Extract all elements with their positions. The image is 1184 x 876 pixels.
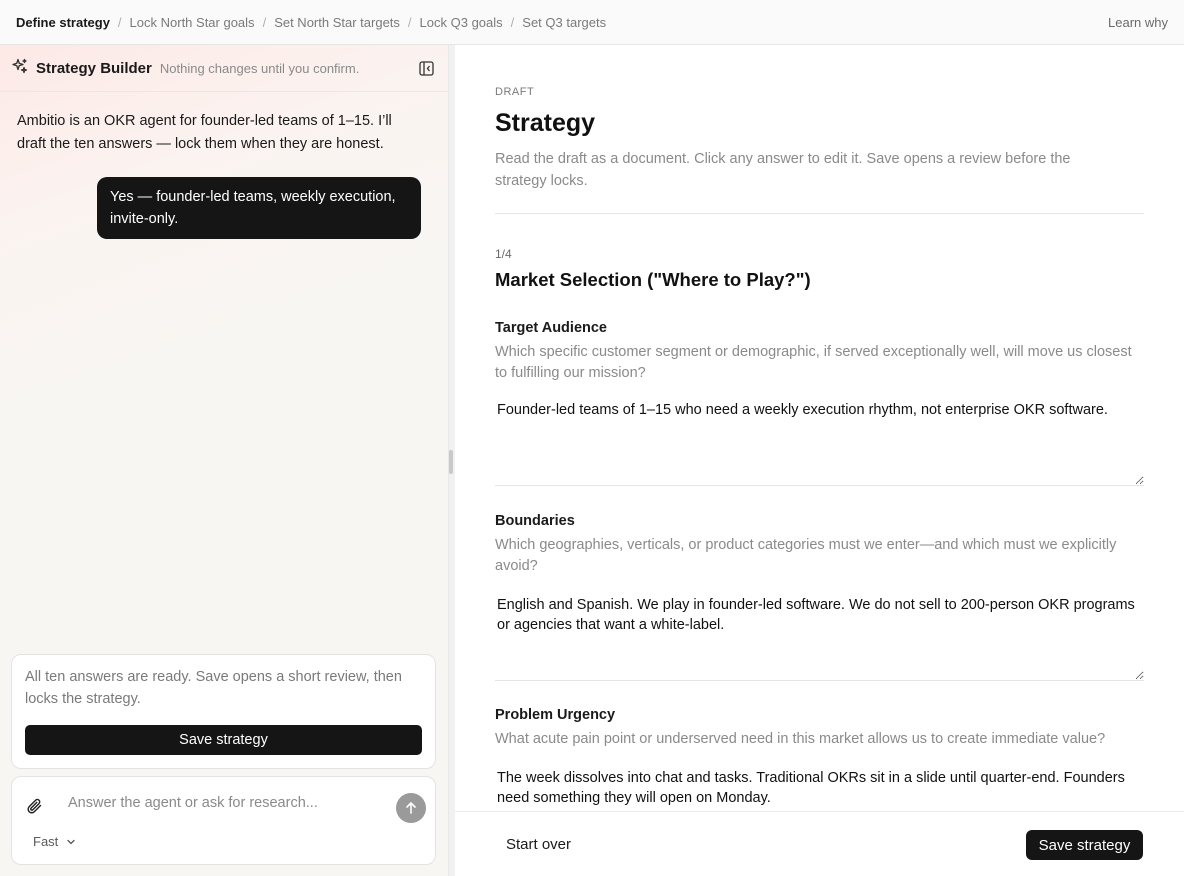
top-bar xyxy=(0,0,1184,45)
question-label: Target Audience xyxy=(495,320,607,336)
document-footer xyxy=(455,811,1184,876)
question-label: Boundaries xyxy=(495,513,575,529)
chevron-down-icon xyxy=(66,837,76,847)
breadcrumb-set-q3-targets[interactable]: Set Q3 targets xyxy=(522,14,607,30)
breadcrumb-separator: / xyxy=(407,14,412,30)
question-help: Which specific customer segment or demographic, if served exceptionally well, will move us closest to fulfilling our mission? xyxy=(495,344,1132,381)
divider xyxy=(495,213,1144,214)
save-card-text: All ten answers are ready. Save opens a short review, then locks the strategy. xyxy=(25,669,402,707)
breadcrumb-set-north-star-targets[interactable]: Set North Star targets xyxy=(274,14,400,30)
panel-collapse-icon[interactable] xyxy=(416,58,436,78)
breadcrumb-separator: / xyxy=(510,14,515,30)
sidebar-header xyxy=(0,45,448,92)
sidebar-title: Strategy Builder xyxy=(36,59,152,77)
answer-boundaries[interactable] xyxy=(495,595,1144,681)
breadcrumb-lock-q3-goals[interactable]: Lock Q3 goals xyxy=(419,14,503,30)
start-over-button[interactable]: Start over xyxy=(506,836,572,853)
user-message: Yes — founder-led teams, weekly execution, invite-only. xyxy=(97,177,421,239)
section-title: Market Selection ("Where to Play?") xyxy=(495,269,811,290)
breadcrumb-separator: / xyxy=(262,14,267,30)
question-help: Which geographies, verticals, or product categories must we enter—and which must we explicitly avoid? xyxy=(495,537,1117,574)
question-problem-urgency xyxy=(495,707,1144,750)
page-title: Strategy xyxy=(495,109,596,137)
save-strategy-card xyxy=(11,654,436,769)
breadcrumb xyxy=(16,15,606,30)
answer-target-audience[interactable] xyxy=(495,400,1144,486)
question-target-audience xyxy=(495,320,1144,384)
strategy-builder-panel xyxy=(0,45,448,876)
breadcrumb-define-strategy[interactable]: Define strategy xyxy=(16,14,110,30)
question-label: Problem Urgency xyxy=(495,707,616,723)
paperclip-icon[interactable] xyxy=(26,797,46,817)
learn-why-link[interactable]: Learn why xyxy=(1108,14,1168,30)
section-number: 1/4 xyxy=(495,247,512,261)
question-boundaries xyxy=(495,513,1144,577)
question-help: What acute pain point or underserved need in this market allows us to create immediate value? xyxy=(495,731,1106,747)
sparkles-icon xyxy=(12,58,28,79)
resize-grip[interactable] xyxy=(449,450,453,474)
agent-message: Ambitio is an OKR agent for founder-led teams of 1–15. I’ll draft the ten answers — lock them when they are honest. xyxy=(17,113,392,152)
save-strategy-button-sidebar[interactable]: Save strategy xyxy=(25,725,422,755)
status-label: DRAFT xyxy=(495,86,535,98)
strategy-document-panel xyxy=(455,45,1184,876)
arrow-up-icon[interactable] xyxy=(396,793,426,823)
mode-label: Fast xyxy=(33,834,59,849)
breadcrumb-separator: / xyxy=(117,14,122,30)
save-strategy-button[interactable]: Save strategy xyxy=(1026,830,1143,860)
chat-input[interactable] xyxy=(68,791,388,815)
sidebar-subtitle: Nothing changes until you confirm. xyxy=(159,60,360,76)
chat-composer xyxy=(11,776,436,865)
page-description: Read the draft as a document. Click any answer to edit it. Save opens a review before the strategy locks. xyxy=(495,151,1071,189)
mode-selector[interactable] xyxy=(33,834,76,849)
breadcrumb-lock-north-star-goals[interactable]: Lock North Star goals xyxy=(129,14,255,30)
